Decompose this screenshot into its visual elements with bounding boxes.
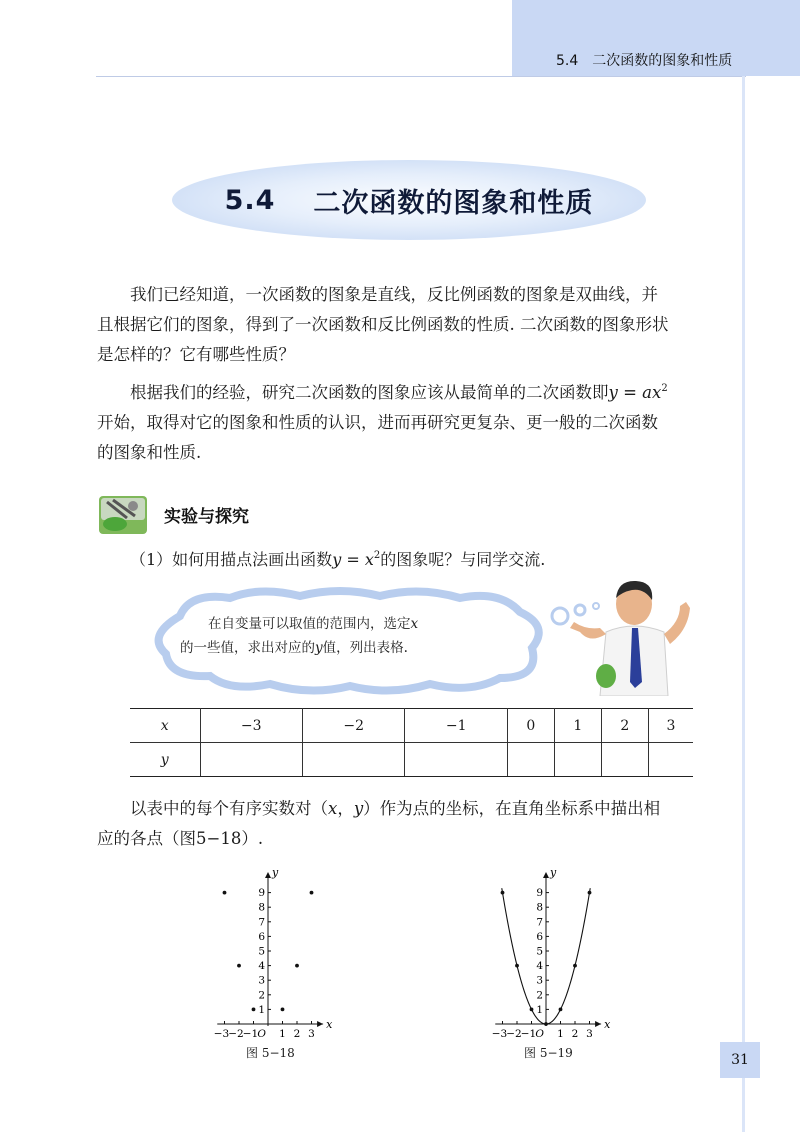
formula-var: y — [332, 550, 342, 569]
paragraph-line — [97, 374, 721, 408]
formula-var: x — [652, 383, 662, 402]
x-tick-label: 1 — [557, 1028, 564, 1040]
data-point — [544, 1022, 548, 1026]
x-tick-label: −3 — [491, 1028, 508, 1040]
paragraph-line: 且根据它们的图象，得到了一次函数和反比例函数的性质. 二次函数的图象形状 — [97, 315, 669, 334]
formula-eq: = — [617, 383, 643, 402]
y-tick-label: 7 — [258, 916, 265, 929]
table-cell: −3 — [200, 709, 302, 743]
origin-label: O — [257, 1028, 266, 1040]
x-axis-label: x — [326, 1018, 333, 1031]
header-rule — [96, 76, 746, 77]
thought-text-part: 的一些值，求出对应的 — [180, 640, 315, 656]
thought-text-part: 在自变量可以取值的范围内，选定 — [208, 616, 411, 632]
y-tick-label: 2 — [536, 989, 543, 1002]
method-paragraph — [97, 374, 721, 468]
value-table — [130, 708, 693, 777]
y-tick-label: 1 — [536, 1003, 543, 1016]
table-cell — [554, 743, 601, 777]
data-point — [573, 964, 577, 968]
data-point — [223, 891, 227, 895]
data-point — [310, 891, 314, 895]
formula-var: x — [410, 616, 419, 632]
plot-paragraph — [97, 794, 721, 854]
x-tick-label: 1 — [279, 1028, 286, 1040]
thought-text-part: 值，列出表格. — [322, 640, 408, 656]
question-text: （1）如何用描点法画出函数 — [130, 550, 333, 569]
formula-var: x — [328, 799, 338, 818]
y-tick-label: 8 — [258, 901, 265, 914]
formula-var: x — [364, 550, 374, 569]
table-cell — [648, 743, 693, 777]
data-point — [295, 964, 299, 968]
formula-var: y — [608, 383, 618, 402]
figure-5-19-graph — [484, 860, 624, 1040]
formula-exponent: 2 — [661, 383, 668, 394]
y-axis-label: y — [272, 866, 279, 879]
running-header: 5.4 二次函数的图象和性质 — [556, 53, 733, 69]
x-tick-label: −3 — [213, 1028, 230, 1040]
y-tick-label: 9 — [258, 887, 265, 900]
paragraph-text: ）作为点的坐标，在直角坐标系中描出相 — [363, 799, 661, 818]
table-cell: −2 — [302, 709, 404, 743]
y-tick-label: 5 — [536, 945, 543, 958]
formula-exponent: 2 — [373, 550, 381, 561]
table-cell: −1 — [405, 709, 507, 743]
intro-paragraph — [97, 280, 721, 370]
y-tick-label: 5 — [258, 945, 265, 958]
x-axis-arrow — [595, 1021, 601, 1027]
data-point — [530, 1008, 534, 1012]
paragraph-line: 的图象和性质. — [97, 443, 202, 462]
y-tick-label: 1 — [258, 1003, 265, 1016]
x-tick-label: 3 — [586, 1028, 593, 1040]
figure-caption: 图 5−19 — [524, 1046, 573, 1060]
question-text: 的图象呢？与同学交流. — [380, 550, 546, 569]
paragraph-text: 以表中的每个有序实数对（ — [130, 799, 328, 818]
section-number: 5.4 — [224, 184, 276, 216]
section-title — [172, 160, 646, 240]
y-tick-label: 7 — [536, 916, 543, 929]
formula-var: y — [315, 640, 323, 656]
x-tick-label: −1 — [242, 1028, 259, 1040]
table-cell — [601, 743, 648, 777]
table-row — [130, 743, 693, 777]
data-point — [501, 891, 505, 895]
data-point — [252, 1008, 256, 1012]
table-row — [130, 709, 693, 743]
paragraph-line: 应的各点（图5−18）. — [97, 829, 264, 848]
figure-caption: 图 5−18 — [246, 1046, 295, 1060]
formula-var: y — [353, 799, 364, 818]
thought-line — [180, 636, 480, 660]
table-cell — [302, 743, 404, 777]
data-point — [281, 1008, 285, 1012]
x-tick-label: −2 — [506, 1028, 522, 1040]
paragraph-text: ， — [337, 799, 354, 818]
data-point — [515, 964, 519, 968]
origin-label: O — [535, 1028, 544, 1040]
x-axis-label: x — [604, 1018, 611, 1031]
formula-eq: = — [341, 550, 365, 569]
paragraph-line: 开始，取得对它的图象和性质的认识，进而再研究更复杂、更一般的二次函数 — [97, 413, 658, 432]
y-tick-label: 4 — [536, 960, 543, 973]
table-cell: 1 — [554, 709, 601, 743]
section-title-text: 二次函数的图象和性质 — [313, 187, 594, 219]
y-tick-label: 6 — [536, 930, 543, 943]
y-tick-label: 2 — [258, 989, 265, 1002]
figure-5-18-graph — [206, 860, 346, 1040]
section-heading: 实验与探究 — [164, 507, 249, 527]
x-tick-label: 3 — [308, 1028, 315, 1040]
table-cell — [200, 743, 302, 777]
y-tick-label: 9 — [536, 887, 543, 900]
data-point — [559, 1008, 563, 1012]
y-tick-label: 3 — [536, 974, 543, 987]
x-tick-label: −2 — [228, 1028, 244, 1040]
table-cell — [405, 743, 507, 777]
paragraph-line: 是怎样的？它有哪些性质？ — [97, 345, 295, 364]
thought-line — [180, 612, 480, 636]
table-cell: 0 — [507, 709, 554, 743]
page-number: 31 — [731, 1052, 749, 1068]
formula-var: a — [642, 383, 652, 402]
x-tick-label: −1 — [520, 1028, 537, 1040]
paragraph-line: 我们已经知道，一次函数的图象是直线，反比例函数的图象是双曲线，并 — [130, 285, 658, 304]
paragraph-text: 根据我们的经验，研究二次函数的图象应该从最简单的二次函数即 — [130, 383, 609, 402]
y-tick-label: 4 — [258, 960, 265, 973]
side-bar — [742, 76, 745, 1132]
table-cell — [507, 743, 554, 777]
table-header-x: x — [130, 709, 200, 743]
data-point — [237, 964, 241, 968]
table-header-y: y — [130, 743, 200, 777]
experiment-icon — [97, 492, 149, 536]
y-tick-label: 6 — [258, 930, 265, 943]
thought-text — [180, 612, 480, 660]
y-tick-label: 8 — [536, 901, 543, 914]
y-tick-label: 3 — [258, 974, 265, 987]
x-axis-arrow — [317, 1021, 323, 1027]
y-axis-label: y — [550, 866, 557, 879]
student-illustration — [560, 572, 700, 696]
table-cell: 3 — [648, 709, 693, 743]
question-1 — [130, 547, 545, 570]
data-point — [588, 891, 592, 895]
y-axis-arrow — [265, 872, 271, 878]
x-tick-label: 2 — [293, 1028, 301, 1040]
y-axis-arrow — [543, 872, 549, 878]
table-cell: 2 — [601, 709, 648, 743]
x-tick-label: 2 — [571, 1028, 579, 1040]
paragraph-line — [97, 794, 721, 824]
